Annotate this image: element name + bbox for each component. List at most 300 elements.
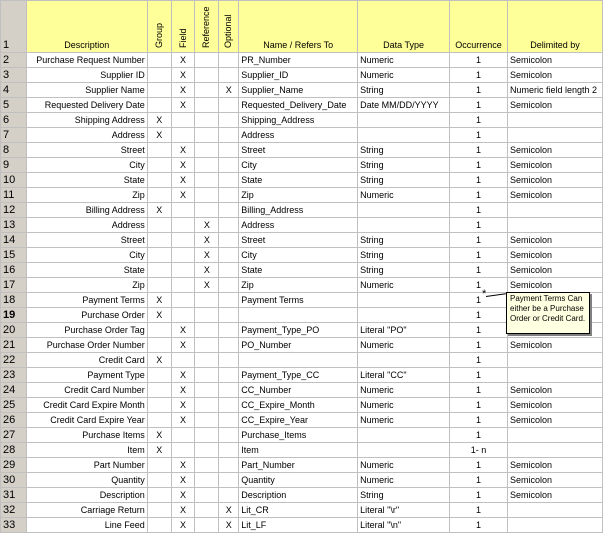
cell-description[interactable]: Purchase Order Number	[26, 338, 147, 353]
cell-reference[interactable]	[195, 488, 219, 503]
cell-group[interactable]	[147, 323, 171, 338]
cell-reference[interactable]	[195, 473, 219, 488]
cell-delimited[interactable]: Semicolon	[507, 248, 602, 263]
cell-field[interactable]: X	[171, 188, 195, 203]
cell-description[interactable]: Line Feed	[26, 518, 147, 533]
row-header[interactable]: 19	[1, 308, 27, 323]
cell-occurrence[interactable]: 1	[450, 413, 508, 428]
cell-reference[interactable]: X	[195, 263, 219, 278]
cell-reference[interactable]: X	[195, 218, 219, 233]
cell-optional[interactable]	[219, 248, 239, 263]
cell-field[interactable]: X	[171, 473, 195, 488]
cell-data-type[interactable]	[358, 218, 450, 233]
cell-data-type[interactable]: String	[358, 248, 450, 263]
cell-reference[interactable]	[195, 83, 219, 98]
cell-description[interactable]: Credit Card Expire Year	[26, 413, 147, 428]
cell-delimited[interactable]: Semicolon	[507, 53, 602, 68]
cell-group[interactable]	[147, 83, 171, 98]
row-header[interactable]: 2	[1, 53, 27, 68]
cell-optional[interactable]	[219, 143, 239, 158]
cell-field[interactable]	[171, 113, 195, 128]
cell-optional[interactable]	[219, 173, 239, 188]
cell-group[interactable]	[147, 368, 171, 383]
row-header[interactable]: 15	[1, 248, 27, 263]
cell-optional[interactable]	[219, 68, 239, 83]
cell-occurrence[interactable]: 1	[450, 278, 508, 293]
cell-group[interactable]	[147, 248, 171, 263]
cell-reference[interactable]	[195, 413, 219, 428]
cell-optional[interactable]	[219, 323, 239, 338]
cell-description[interactable]: Payment Terms	[26, 293, 147, 308]
cell-delimited[interactable]: Semicolon	[507, 98, 602, 113]
cell-group[interactable]	[147, 338, 171, 353]
cell-name[interactable]: CC_Expire_Year	[239, 413, 358, 428]
cell-delimited[interactable]	[507, 113, 602, 128]
cell-occurrence[interactable]: 1- n	[450, 443, 508, 458]
cell-occurrence[interactable]: 1	[450, 488, 508, 503]
cell-delimited[interactable]: Semicolon	[507, 263, 602, 278]
cell-field[interactable]: X	[171, 323, 195, 338]
cell-reference[interactable]	[195, 128, 219, 143]
cell-data-type[interactable]: Numeric	[358, 473, 450, 488]
cell-group[interactable]	[147, 488, 171, 503]
col-description-header[interactable]: Description	[26, 1, 147, 53]
row-header[interactable]: 33	[1, 518, 27, 533]
cell-field[interactable]	[171, 263, 195, 278]
cell-data-type[interactable]	[358, 443, 450, 458]
cell-name[interactable]: City	[239, 248, 358, 263]
cell-occurrence[interactable]: 1	[450, 293, 508, 308]
cell-name[interactable]: Quantity	[239, 473, 358, 488]
cell-description[interactable]: Credit Card Number	[26, 383, 147, 398]
cell-optional[interactable]	[219, 263, 239, 278]
cell-data-type[interactable]: Numeric	[358, 188, 450, 203]
cell-data-type[interactable]: Numeric	[358, 338, 450, 353]
cell-data-type[interactable]: Numeric	[358, 278, 450, 293]
cell-occurrence[interactable]: 1	[450, 143, 508, 158]
cell-name[interactable]: Requested_Delivery_Date	[239, 98, 358, 113]
cell-group[interactable]: X	[147, 308, 171, 323]
cell-delimited[interactable]: Semicolon	[507, 188, 602, 203]
cell-description[interactable]: Address	[26, 128, 147, 143]
cell-group[interactable]: X	[147, 428, 171, 443]
cell-description[interactable]: Purchase Order Tag	[26, 323, 147, 338]
cell-data-type[interactable]	[358, 128, 450, 143]
row-header[interactable]: 25	[1, 398, 27, 413]
cell-name[interactable]: State	[239, 263, 358, 278]
cell-occurrence[interactable]: 1	[450, 398, 508, 413]
cell-field[interactable]: X	[171, 518, 195, 533]
cell-optional[interactable]	[219, 413, 239, 428]
cell-data-type[interactable]: Numeric	[358, 398, 450, 413]
cell-name[interactable]: Purchase_Items	[239, 428, 358, 443]
cell-name[interactable]: Supplier_Name	[239, 83, 358, 98]
cell-optional[interactable]	[219, 308, 239, 323]
cell-group[interactable]	[147, 218, 171, 233]
cell-delimited[interactable]	[507, 203, 602, 218]
cell-group[interactable]	[147, 473, 171, 488]
cell-group[interactable]: X	[147, 293, 171, 308]
row-header[interactable]: 20	[1, 323, 27, 338]
cell-field[interactable]	[171, 443, 195, 458]
cell-reference[interactable]	[195, 188, 219, 203]
cell-description[interactable]: Shipping Address	[26, 113, 147, 128]
cell-optional[interactable]	[219, 113, 239, 128]
cell-delimited[interactable]: Semicolon	[507, 473, 602, 488]
cell-occurrence[interactable]: 1	[450, 458, 508, 473]
cell-group[interactable]	[147, 233, 171, 248]
cell-reference[interactable]	[195, 53, 219, 68]
cell-field[interactable]	[171, 278, 195, 293]
row-header[interactable]: 29	[1, 458, 27, 473]
cell-data-type[interactable]: Literal "PO"	[358, 323, 450, 338]
cell-delimited[interactable]: Semicolon	[507, 158, 602, 173]
cell-optional[interactable]	[219, 338, 239, 353]
cell-reference[interactable]	[195, 308, 219, 323]
cell-optional[interactable]	[219, 218, 239, 233]
cell-reference[interactable]	[195, 68, 219, 83]
cell-delimited[interactable]: Semicolon	[507, 458, 602, 473]
col-reference-header[interactable]: Reference	[195, 1, 219, 53]
row-header[interactable]: 24	[1, 383, 27, 398]
cell-delimited[interactable]: Semicolon	[507, 488, 602, 503]
col-optional-header[interactable]: Optional	[219, 1, 239, 53]
cell-group[interactable]	[147, 458, 171, 473]
cell-name[interactable]: PO_Number	[239, 338, 358, 353]
cell-delimited[interactable]	[507, 503, 602, 518]
cell-delimited[interactable]: Semicolon	[507, 413, 602, 428]
cell-optional[interactable]: X	[219, 503, 239, 518]
cell-description[interactable]: Street	[26, 143, 147, 158]
cell-occurrence[interactable]: 1	[450, 68, 508, 83]
cell-name[interactable]: CC_Number	[239, 383, 358, 398]
cell-description[interactable]: City	[26, 248, 147, 263]
cell-data-type[interactable]: String	[358, 158, 450, 173]
cell-optional[interactable]	[219, 293, 239, 308]
cell-name[interactable]: Item	[239, 443, 358, 458]
cell-data-type[interactable]	[358, 353, 450, 368]
cell-reference[interactable]	[195, 428, 219, 443]
cell-name[interactable]: Address	[239, 128, 358, 143]
row-header[interactable]: 8	[1, 143, 27, 158]
cell-optional[interactable]	[219, 53, 239, 68]
row-header[interactable]: 4	[1, 83, 27, 98]
cell-delimited[interactable]	[507, 443, 602, 458]
cell-group[interactable]	[147, 398, 171, 413]
cell-reference[interactable]	[195, 143, 219, 158]
cell-reference[interactable]	[195, 173, 219, 188]
cell-description[interactable]: Street	[26, 233, 147, 248]
cell-description[interactable]: Supplier Name	[26, 83, 147, 98]
cell-name[interactable]: Street	[239, 143, 358, 158]
cell-group[interactable]	[147, 53, 171, 68]
cell-group[interactable]	[147, 143, 171, 158]
row-header[interactable]: 26	[1, 413, 27, 428]
cell-name[interactable]: City	[239, 158, 358, 173]
cell-description[interactable]: Address	[26, 218, 147, 233]
cell-reference[interactable]	[195, 458, 219, 473]
cell-group[interactable]	[147, 158, 171, 173]
cell-delimited[interactable]	[507, 368, 602, 383]
cell-optional[interactable]	[219, 488, 239, 503]
cell-optional[interactable]	[219, 383, 239, 398]
cell-field[interactable]	[171, 293, 195, 308]
cell-data-type[interactable]: String	[358, 173, 450, 188]
cell-description[interactable]: Part Number	[26, 458, 147, 473]
cell-optional[interactable]	[219, 398, 239, 413]
cell-optional[interactable]	[219, 158, 239, 173]
cell-description[interactable]: Payment Type	[26, 368, 147, 383]
cell-delimited[interactable]: Semicolon	[507, 398, 602, 413]
col-name-header[interactable]: Name / Refers To	[239, 1, 358, 53]
cell-occurrence[interactable]: 1	[450, 338, 508, 353]
cell-delimited[interactable]	[507, 218, 602, 233]
cell-data-type[interactable]: String	[358, 488, 450, 503]
cell-optional[interactable]	[219, 233, 239, 248]
cell-group[interactable]	[147, 263, 171, 278]
cell-occurrence[interactable]: 1	[450, 248, 508, 263]
cell-delimited[interactable]: Semicolon	[507, 338, 602, 353]
cell-delimited[interactable]	[507, 128, 602, 143]
cell-group[interactable]	[147, 188, 171, 203]
cell-group[interactable]	[147, 383, 171, 398]
col-datatype-header[interactable]: Data Type	[358, 1, 450, 53]
cell-data-type[interactable]: String	[358, 263, 450, 278]
cell-group[interactable]	[147, 68, 171, 83]
row-header[interactable]: 30	[1, 473, 27, 488]
cell-reference[interactable]	[195, 323, 219, 338]
cell-description[interactable]: Description	[26, 488, 147, 503]
cell-occurrence[interactable]: 1	[450, 263, 508, 278]
row-header[interactable]: 12	[1, 203, 27, 218]
row-header[interactable]: 17	[1, 278, 27, 293]
cell-field[interactable]: X	[171, 503, 195, 518]
cell-field[interactable]: X	[171, 368, 195, 383]
row-header[interactable]: 23	[1, 368, 27, 383]
row-header[interactable]: 5	[1, 98, 27, 113]
cell-field[interactable]	[171, 308, 195, 323]
cell-description[interactable]: Billing Address	[26, 203, 147, 218]
cell-optional[interactable]	[219, 278, 239, 293]
cell-reference[interactable]: X	[195, 278, 219, 293]
cell-data-type[interactable]: Date MM/DD/YYYY	[358, 98, 450, 113]
row-header[interactable]: 10	[1, 173, 27, 188]
cell-description[interactable]: City	[26, 158, 147, 173]
cell-description[interactable]: Purchase Items	[26, 428, 147, 443]
cell-field[interactable]	[171, 218, 195, 233]
cell-data-type[interactable]	[358, 293, 450, 308]
cell-occurrence[interactable]: 1	[450, 473, 508, 488]
cell-delimited[interactable]: Numeric field length 2	[507, 83, 602, 98]
cell-occurrence[interactable]: 1	[450, 428, 508, 443]
cell-reference[interactable]	[195, 368, 219, 383]
cell-name[interactable]	[239, 353, 358, 368]
cell-reference[interactable]	[195, 398, 219, 413]
cell-name[interactable]: Payment Terms	[239, 293, 358, 308]
cell-occurrence[interactable]: 1	[450, 158, 508, 173]
cell-name[interactable]: Street	[239, 233, 358, 248]
cell-name[interactable]: CC_Expire_Month	[239, 398, 358, 413]
cell-data-type[interactable]: String	[358, 83, 450, 98]
col-group-header[interactable]: Group	[147, 1, 171, 53]
cell-name[interactable]: PR_Number	[239, 53, 358, 68]
row-header[interactable]: 1	[1, 1, 27, 53]
cell-delimited[interactable]	[507, 428, 602, 443]
cell-occurrence[interactable]: 1	[450, 368, 508, 383]
cell-reference[interactable]	[195, 353, 219, 368]
row-header[interactable]: 21	[1, 338, 27, 353]
cell-delimited[interactable]: Semicolon	[507, 278, 602, 293]
cell-name[interactable]: Lit_LF	[239, 518, 358, 533]
cell-data-type[interactable]: Literal "\r"	[358, 503, 450, 518]
cell-optional[interactable]	[219, 428, 239, 443]
row-header[interactable]: 13	[1, 218, 27, 233]
cell-description[interactable]: Zip	[26, 188, 147, 203]
row-header[interactable]: 32	[1, 503, 27, 518]
cell-data-type[interactable]: Numeric	[358, 383, 450, 398]
cell-data-type[interactable]	[358, 203, 450, 218]
cell-occurrence[interactable]: 1	[450, 503, 508, 518]
cell-group[interactable]	[147, 278, 171, 293]
cell-name[interactable]: Payment_Type_PO	[239, 323, 358, 338]
cell-delimited[interactable]: Semicolon	[507, 173, 602, 188]
cell-delimited[interactable]: Semicolon	[507, 233, 602, 248]
cell-reference[interactable]: X	[195, 248, 219, 263]
cell-optional[interactable]	[219, 443, 239, 458]
cell-occurrence[interactable]: 1	[450, 203, 508, 218]
cell-occurrence[interactable]: 1	[450, 383, 508, 398]
cell-name[interactable]: Shipping_Address	[239, 113, 358, 128]
cell-description[interactable]: Quantity	[26, 473, 147, 488]
cell-data-type[interactable]	[358, 308, 450, 323]
cell-field[interactable]: X	[171, 83, 195, 98]
cell-occurrence[interactable]: 1	[450, 128, 508, 143]
cell-reference[interactable]	[195, 383, 219, 398]
col-occurrence-header[interactable]: Occurrence	[450, 1, 508, 53]
cell-description[interactable]: Carriage Return	[26, 503, 147, 518]
cell-field[interactable]: X	[171, 413, 195, 428]
cell-data-type[interactable]: String	[358, 233, 450, 248]
cell-name[interactable]: Zip	[239, 278, 358, 293]
cell-reference[interactable]	[195, 443, 219, 458]
cell-delimited[interactable]	[507, 353, 602, 368]
cell-field[interactable]	[171, 428, 195, 443]
cell-reference[interactable]	[195, 158, 219, 173]
row-header[interactable]: 18	[1, 293, 27, 308]
cell-description[interactable]: Credit Card	[26, 353, 147, 368]
cell-occurrence[interactable]: 1	[450, 53, 508, 68]
cell-group[interactable]: X	[147, 128, 171, 143]
cell-description[interactable]: Zip	[26, 278, 147, 293]
cell-description[interactable]: Purchase Order	[26, 308, 147, 323]
row-header[interactable]: 6	[1, 113, 27, 128]
cell-delimited[interactable]: Semicolon	[507, 68, 602, 83]
cell-data-type[interactable]	[358, 113, 450, 128]
cell-description[interactable]: Credit Card Expire Month	[26, 398, 147, 413]
cell-occurrence[interactable]: 1	[450, 323, 508, 338]
cell-data-type[interactable]: Numeric	[358, 413, 450, 428]
cell-reference[interactable]: X	[195, 233, 219, 248]
cell-field[interactable]: X	[171, 383, 195, 398]
cell-occurrence[interactable]: 1	[450, 188, 508, 203]
cell-optional[interactable]	[219, 98, 239, 113]
cell-data-type[interactable]: String	[358, 143, 450, 158]
cell-optional[interactable]	[219, 368, 239, 383]
cell-name[interactable]: Part_Number	[239, 458, 358, 473]
cell-data-type[interactable]: Literal "\n"	[358, 518, 450, 533]
cell-field[interactable]: X	[171, 143, 195, 158]
cell-delimited[interactable]	[507, 518, 602, 533]
cell-reference[interactable]	[195, 113, 219, 128]
cell-delimited[interactable]: Semicolon	[507, 143, 602, 158]
cell-field[interactable]: X	[171, 488, 195, 503]
cell-field[interactable]: X	[171, 68, 195, 83]
cell-occurrence[interactable]: 1	[450, 98, 508, 113]
row-header[interactable]: 22	[1, 353, 27, 368]
cell-optional[interactable]	[219, 458, 239, 473]
cell-name[interactable]: Billing_Address	[239, 203, 358, 218]
cell-optional[interactable]	[219, 473, 239, 488]
cell-description[interactable]: Purchase Request Number	[26, 53, 147, 68]
cell-group[interactable]: X	[147, 443, 171, 458]
cell-occurrence[interactable]: 1	[450, 353, 508, 368]
cell-field[interactable]: X	[171, 398, 195, 413]
cell-occurrence[interactable]: 1	[450, 113, 508, 128]
row-header[interactable]: 11	[1, 188, 27, 203]
cell-group[interactable]	[147, 503, 171, 518]
cell-optional[interactable]	[219, 203, 239, 218]
cell-field[interactable]	[171, 203, 195, 218]
cell-name[interactable]: Description	[239, 488, 358, 503]
cell-description[interactable]: State	[26, 173, 147, 188]
cell-description[interactable]: Item	[26, 443, 147, 458]
row-header[interactable]: 27	[1, 428, 27, 443]
cell-description[interactable]: Requested Delivery Date	[26, 98, 147, 113]
row-header[interactable]: 14	[1, 233, 27, 248]
cell-name[interactable]: Supplier_ID	[239, 68, 358, 83]
cell-name[interactable]: Lit_CR	[239, 503, 358, 518]
cell-field[interactable]: X	[171, 458, 195, 473]
cell-field[interactable]: X	[171, 158, 195, 173]
cell-data-type[interactable]: Numeric	[358, 68, 450, 83]
cell-data-type[interactable]: Numeric	[358, 53, 450, 68]
cell-data-type[interactable]: Numeric	[358, 458, 450, 473]
cell-occurrence[interactable]: 1	[450, 233, 508, 248]
cell-group[interactable]: X	[147, 203, 171, 218]
col-field-header[interactable]: Field	[171, 1, 195, 53]
cell-reference[interactable]	[195, 338, 219, 353]
cell-name[interactable]: Address	[239, 218, 358, 233]
cell-data-type[interactable]	[358, 428, 450, 443]
cell-name[interactable]	[239, 308, 358, 323]
cell-field[interactable]	[171, 233, 195, 248]
cell-data-type[interactable]: Literal "CC"	[358, 368, 450, 383]
cell-reference[interactable]	[195, 293, 219, 308]
cell-occurrence[interactable]: 1	[450, 173, 508, 188]
cell-group[interactable]	[147, 173, 171, 188]
comment-box[interactable]: Payment Terms Can either be a Purchase Order or Credit Card.	[506, 292, 590, 334]
cell-occurrence[interactable]: 1	[450, 308, 508, 323]
row-header[interactable]: 7	[1, 128, 27, 143]
cell-name[interactable]: Zip	[239, 188, 358, 203]
cell-field[interactable]: X	[171, 53, 195, 68]
cell-occurrence[interactable]: 1	[450, 83, 508, 98]
cell-optional[interactable]	[219, 353, 239, 368]
cell-optional[interactable]	[219, 188, 239, 203]
cell-group[interactable]	[147, 518, 171, 533]
cell-reference[interactable]	[195, 518, 219, 533]
cell-group[interactable]	[147, 98, 171, 113]
